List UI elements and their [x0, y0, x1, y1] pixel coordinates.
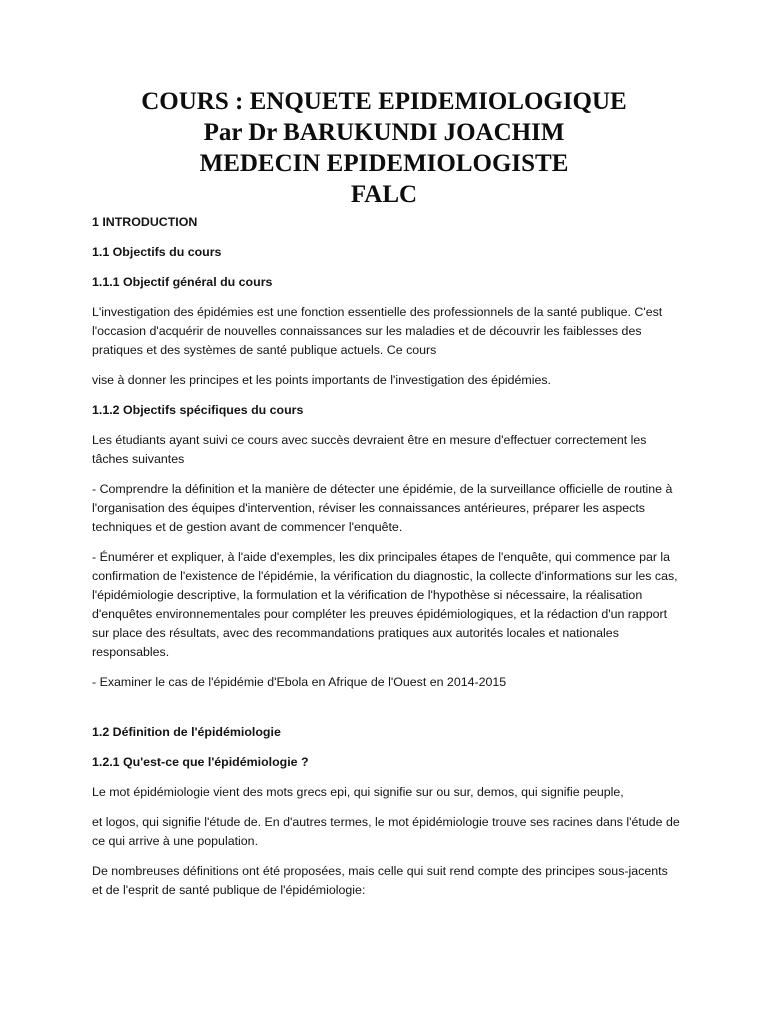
title-line-role: MEDECIN EPIDEMIOLOGISTE — [199, 150, 569, 177]
section-spacer — [92, 703, 680, 723]
paragraph-general-1: L'investigation des épidémies est une fonction essentielle des professionnels de la santé publique. C'est l'occasion d'acquérir de nouvelles connaissances sur les maladies et de découvrir les faiblesses des pratiques et des systèmes de santé publique actuels. Ce cours — [92, 305, 663, 357]
paragraph-specific-4: - Examiner le cas de l'épidémie d'Ebola en Afrique de l'Ouest en 2014-2015 — [92, 675, 507, 689]
heading-what-is-epidemiology: 1.2.1 Qu'est-ce que l'épidémiologie ? — [92, 755, 309, 769]
paragraph-specific-3: - Énumérer et expliquer, à l'aide d'exemples, les dix principales étapes de l'enquête, qui commence par la confirmation de l'existence de l'épidémie, la vérification du diagnostic, la collecte d'informations sur les cas, l'épidémiologie descriptive, la formulation et la vérification de l'hypothèse si nécessaire, la réalisation d'enquêtes environnementales pour compléter les preuves épidémiologiques, et la rédaction d'un rapport sur place des résultats, avec des recommandations pratiques aux autorités locales et nationales responsables. — [92, 550, 678, 659]
heading-specific-objectives: 1.1.2 Objectifs spécifiques du cours — [92, 403, 304, 417]
title-line-author: Par Dr BARUKUNDI JOACHIM — [203, 119, 565, 146]
paragraph-specific-2: - Comprendre la définition et la manière de détecter une épidémie, de la surveillance officielle de routine à l'organisation des équipes d'intervention, réviser les connaissances antérieures, préparer les aspects techniques et de gestion avant de commencer l'enquête. — [92, 482, 673, 534]
paragraph-specific-1: Les étudiants ayant suivi ce cours avec succès devraient être en mesure d'effectuer correctement les tâches suivantes — [92, 433, 647, 466]
document-body — [92, 213, 680, 911]
document-title — [0, 86, 768, 210]
heading-introduction: 1 INTRODUCTION — [92, 215, 198, 229]
paragraph-general-2: vise à donner les principes et les points importants de l'investigation des épidémies. — [92, 373, 552, 387]
heading-general-objective: 1.1.1 Objectif général du cours — [92, 275, 273, 289]
paragraph-etymology-1: Le mot épidémiologie vient des mots grecs epi, qui signifie sur ou sur, demos, qui signifie peuple, — [92, 785, 624, 799]
heading-objectives: 1.1 Objectifs du cours — [92, 245, 222, 259]
heading-definition: 1.2 Définition de l'épidémiologie — [92, 725, 281, 739]
paragraph-etymology-2: et logos, qui signifie l'étude de. En d'autres termes, le mot épidémiologie trouve ses racines dans l'étude de ce qui arrive à une population. — [92, 815, 680, 848]
title-line-course: COURS : ENQUETE EPIDEMIOLOGIQUE — [141, 88, 627, 115]
paragraph-definitions: De nombreuses définitions ont été proposées, mais celle qui suit rend compte des principes sous-jacents et de l'esprit de santé publique de l'épidémiologie: — [92, 864, 668, 897]
title-line-organization: FALC — [350, 181, 418, 208]
